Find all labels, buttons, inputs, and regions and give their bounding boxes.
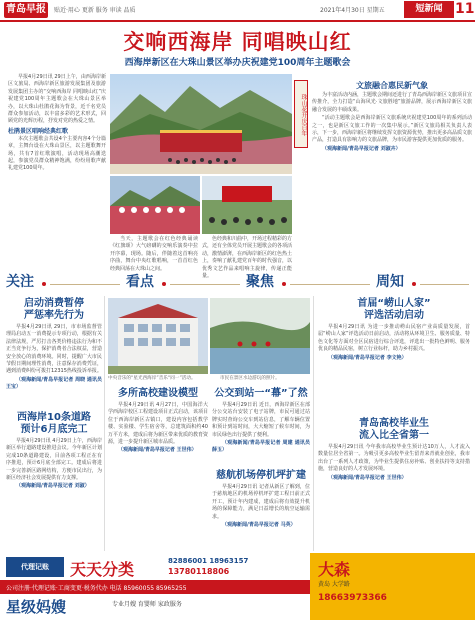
strip-dot-b <box>162 282 166 286</box>
lead-paragraph-4: 色经典和川曲中，开场过程精彩的方式，还有全体党员开展主题歌会的各项活动，激情澎湃，在西海岸新区的红色热土上，奏响了献礼建党百年的时代强音，以优秀文艺作品来唱响主旋律，传递正能量。 <box>202 236 293 280</box>
article-5-title: 慈航机场停机坪扩建 <box>216 470 306 481</box>
lead-subheading: 杜鹃景区唱响经典红歌 <box>8 127 69 135</box>
main-subheadline: 西海岸新区在大珠山景区举办庆祝建党100周年主题歌会 <box>124 58 351 68</box>
article-3-body <box>108 402 208 550</box>
strip-label-b: 看点 <box>126 274 154 290</box>
moving-ad-line-1: 黄岛 大学路 <box>318 581 350 588</box>
article-4-text: 早报4月29日讯 近日，西海岸新区在部分公交站台安装了电子站牌，市民可通过站牌实时查询公交车到站信息，了解车辆位置和预计到站时间，大大缩短了候车时间，为市民绿色出行提供了便利。 <box>212 402 310 438</box>
article-6-title: 首届“崂山人家” 评选活动启动 <box>357 298 431 321</box>
article-7-signature: （观海新闻/青岛早报记者 王世伟） <box>328 474 407 481</box>
stage-photo-image <box>110 74 292 174</box>
ad-badge: 代理记账 <box>6 557 64 577</box>
article-2-title: 西海岸10条道路 预计6月底完工 <box>17 412 91 435</box>
strip-label-d: 周知 <box>376 274 404 290</box>
culture-paragraph-1: 为丰富活动内涵，主题歌会期间还进行了青岛西海岸新区文旅项目宣传推介，全力打造“山海风光·文旅胜地”旅游品牌，展示西海岸新区文旅融合发展的丰硕成果。 <box>312 92 473 113</box>
lead-paragraph-1: 早报4月29日讯 29日上午，由西海岸新区文旅局、西海岸新区旅游发展集团及旅游发展集团主办的“交响西海岸 同唱映山红”庆祝建党100周年主题歌会在大珠山景区举办，以大珠山杜鹃花海为背景，近千名党员群众参加活动，以丰富多彩的艺术形式，回顾党的光辉历程，抒发对党的热爱之情。 <box>8 74 106 125</box>
article-2-signature: （观海新闻/青岛早报记者 刘淑） <box>16 483 90 490</box>
ad-phone-1: 82886001 18963157 <box>168 557 249 565</box>
column-rule-1 <box>104 296 105 551</box>
lead-column-2 <box>110 236 198 270</box>
building-photo <box>108 298 208 374</box>
masthead-slogan: 贴近·用心 更新 服务 审读 品质 <box>54 7 136 14</box>
vertical-banner: 珠山花开庆百年 <box>294 80 308 148</box>
strip-dot-d <box>412 282 416 286</box>
article-3-signature: （观海新闻/青岛早报记者 王世伟） <box>118 447 197 454</box>
advertisement-block <box>0 553 475 620</box>
moving-ad-line-2: 18663973366 <box>318 593 387 603</box>
section-strip <box>6 271 469 293</box>
page-number: 11 <box>455 1 475 17</box>
ad-bar-text: 公司注册·代理记账·工商变更·税务代办 电话 85960055 85965255 <box>6 585 187 592</box>
audience-photo <box>202 176 292 234</box>
column-rule-2 <box>313 296 314 551</box>
section-title: 短新闻 <box>404 1 454 18</box>
culture-column <box>312 92 472 268</box>
photo-caption-2: 市民在景区水边游玩的照片。 <box>220 376 280 381</box>
article-3-text: 早报4月29日讯 4月27日，中国海洋大学西海岸校区工程建设项目正式启动，该项目位于西海岸新区古镇口，建设内容包括教学楼、实验楼、学生宿舍等，总建筑面积约40万平方米，建成后将为新区带来优质的教育资源，进一步提升新区城市品质。 <box>108 402 209 446</box>
photo-caption-1: 中央音乐的“星光西海岸”音乐“同一”活动。 <box>108 376 196 381</box>
strip-dot-a <box>42 282 46 286</box>
newspaper-logo: 青岛早报 <box>4 2 48 18</box>
culture-subheading: 文旅融合惠民新气象 <box>356 81 428 90</box>
strip-line-a <box>50 284 120 285</box>
choir-photo-image <box>110 176 200 234</box>
lead-paragraph-3: 当天，主题歌会在红色经典诵读《红旗颂》大气磅礴的交响乐演奏中拉开序幕，现场。随后，伴随着这首响亮序曲，舞台中央红歌唱响，一首首红色经典回荡在大珠山之间。 <box>110 236 198 272</box>
strip-line-b <box>170 284 240 285</box>
culture-paragraph-2: “活动主题歌会是西海岸新区文旅系统庆祝建党100周年的系列活动之一，也是新区文旅工作的一次集中展示。”新区文旅局相关负责人表示，下一步，西海岸新区将继续发挥文旅资源优势，推出更多高品质文旅产品，打造具有影响力的文旅品牌，为市民游客提供更加优质的服务。 <box>312 115 473 144</box>
article-4-title: 公交到站一“幕”了然 <box>214 388 308 399</box>
article-7-text: 早报4月29日讯 今年我市高校毕业生预计达10万人，人才流入数量位居全省第一。为吸引更多高校毕业生留青来青就业创业，我市出台了一系列人才政策，为毕业生提供住房补贴、创业扶持等支持措施，营造良好的人才发展环境。 <box>318 444 470 473</box>
article-7-title: 青岛高校毕业生 流入比全省第一 <box>359 418 429 441</box>
ad-star-subtitle: 专业月嫂 育婴师 家政服务 <box>112 601 182 608</box>
article-1-signature: （观海新闻/青岛早报记者 周晓 通讯员 王宝） <box>6 376 102 391</box>
article-6-body <box>318 324 470 414</box>
issue-date: 2021年4月30日 星期五 <box>320 7 385 14</box>
lead-paragraph-2: 本次主题歌会共设4个主要内容4个分篇章，主舞台设在大珠山景区，以主题歌舞开场，共有7首红歌演唱，活动现场高潮迭起，参演党员群众精神饱满，纷纷用歌声献礼建党100周年。 <box>8 135 106 172</box>
building-photo-image <box>108 298 208 374</box>
strip-label-c: 聚焦 <box>246 274 274 290</box>
moving-ad <box>310 553 475 620</box>
strip-line-d <box>420 284 469 285</box>
article-6-signature: （观海新闻/青岛早报记者 李文艳） <box>328 354 407 361</box>
article-1-body <box>6 324 102 410</box>
article-4-body <box>212 402 310 468</box>
strip-dot-c <box>282 282 286 286</box>
stage-photo <box>110 74 292 174</box>
strip-line-c <box>290 284 370 285</box>
main-headline: 交响西海岸 同唱映山红 <box>123 30 352 54</box>
article-5-signature: （观海新闻/青岛早报记者 马英） <box>222 522 296 529</box>
article-2-body <box>6 438 102 550</box>
lead-column-1 <box>8 74 106 264</box>
ad-red-bar <box>0 580 310 594</box>
moving-ad-title: 大森 <box>318 560 351 579</box>
ad-title: 天天分类 <box>70 560 135 579</box>
article-1-title: 启动消费暂停 严惩率先行为 <box>24 298 84 321</box>
waterside-photo-image <box>210 298 310 374</box>
article-3-title: 多所高校建设模型 <box>118 388 198 399</box>
culture-signature: （观海新闻/青岛早报记者 刘淑卉） <box>322 145 401 152</box>
ad-star-title: 星级妈嫂 <box>6 598 67 616</box>
article-5-text: 早报4月29日讯 记者从新区了解到，位于慈航地区的机场停机坪扩建工程日前正式开工，预计年内建成，建成后将有效提升机场的保障能力，满足日益增长的航空运输需求。 <box>212 484 310 520</box>
article-7-body <box>318 444 470 550</box>
article-4-signature: （观海新闻/青岛早报记者 周建 通讯员 薛玉） <box>212 440 310 454</box>
ad-phone-2: 13780118806 <box>168 567 230 576</box>
masthead <box>0 0 475 20</box>
audience-photo-image <box>202 176 292 234</box>
classified-ad <box>0 553 310 620</box>
lead-column-3 <box>202 236 293 280</box>
article-2-text: 早报4月29日讯 4月29日上午，西海岸新区举行道路建设推进会议。今年新区计划完成10条道路建设，目前各项工程正在有序推进，预计6月底全部完工。建成后将进一步完善新区路网结构，方便市民出行，为新区经济社会发展提供有力支撑。 <box>6 438 102 482</box>
article-1-text: 早报4月29日讯 29日，市市场监督管理局启动五一消费提示专项行动，根据有关法律法规，严厉打击各类价格违法行为和不正当竞争行为，保护消费者合法权益，营造安全放心的消费环境。同时，提醒广大市民节假日期间理性消费，注意保存消费凭证，遇到消费纠纷可拨打12315热线投诉举报。 <box>6 324 102 375</box>
choir-photo <box>110 176 200 234</box>
masthead-rule <box>0 20 475 22</box>
waterside-photo <box>210 298 310 374</box>
strip-label-a: 关注 <box>6 274 34 290</box>
article-6-text: 早报4月29日讯 为进一步推动崂山民宿产业高质量发展，首届“崂山人家”评选活动日前启动，活动将从环境卫生、服务质量、特色文化等方面对全区民宿进行综合评选，评选出一批特色鲜明、服务优良的精品民宿，树立行业标杆，助力乡村振兴。 <box>318 324 470 353</box>
article-5-body <box>212 484 310 550</box>
